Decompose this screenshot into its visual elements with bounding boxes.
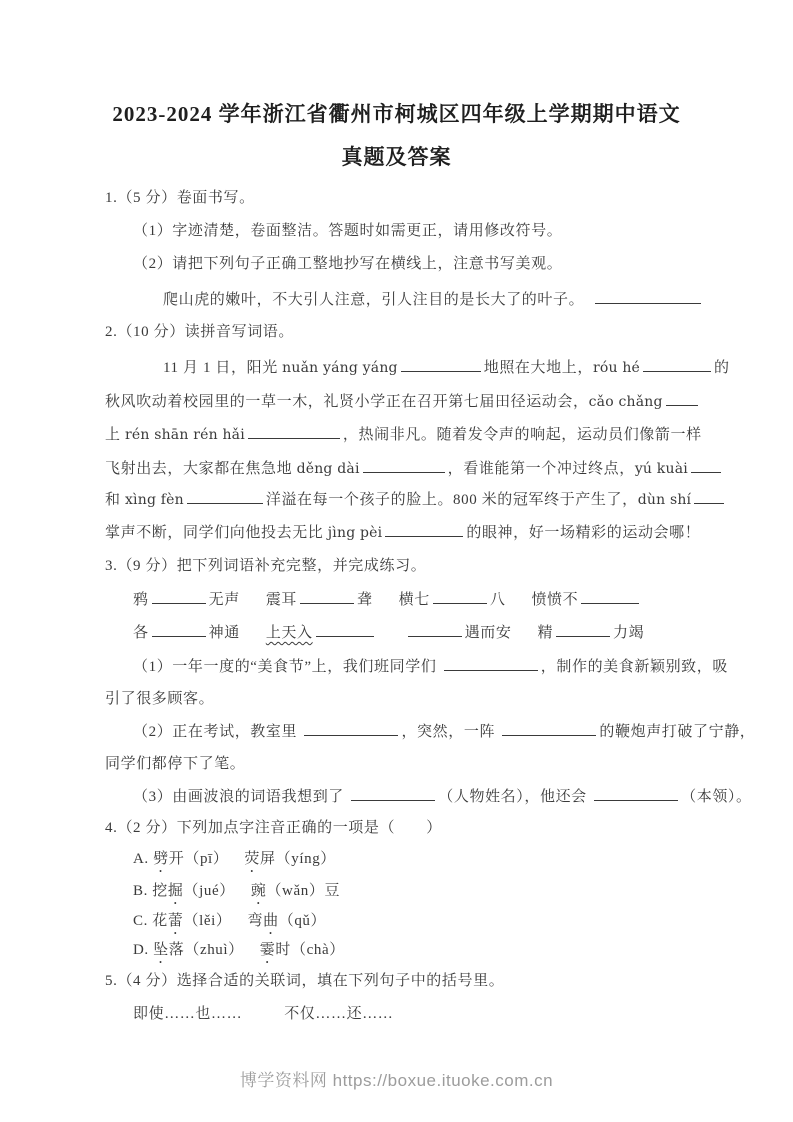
text-run: 爬山虎的嫩叶，不大引人注意，引人注目的是长大了的叶子。 [163,292,585,308]
text-run: 遇而安 [464,625,512,641]
answer-blank-line [595,289,701,304]
text-run: 11 月 1 日，阳光 [163,360,283,376]
spacer [505,603,531,604]
q3-idiom-row1 [133,589,642,610]
answer-blank-line [694,489,724,504]
text-run: 落（zhuì） [168,942,244,958]
text-run: C. 花 [133,913,168,929]
answer-blank-line [152,589,206,604]
pinyin-text: róu hé [592,360,641,376]
text-run: 鸦 [133,592,149,608]
text-run: 八 [489,592,506,608]
text-run: 即使……也…… [133,1006,243,1022]
q4-option-d [133,940,345,967]
pinyin-text: jìng pèi [327,525,383,541]
text-run: 和 [105,492,125,508]
q5-conjunction-options [133,1004,393,1024]
text-run: 飞射出去，大家都在焦急地 [105,461,297,477]
text-run: 时（chà） [275,942,345,958]
q3-idiom-row2 [133,622,644,643]
text-run: A. [133,851,154,867]
text-run: 屏（yíng） [260,851,336,867]
q3-header [105,556,426,576]
q2-para-line5 [105,489,727,510]
q2-para-line6 [105,522,700,543]
text-run: （wǎn）豆 [266,883,341,899]
spacer [235,894,251,895]
text-run: 愤愤不 [531,592,579,608]
answer-blank-line [691,458,721,473]
text-run: （本领）。 [681,789,752,805]
text-run: （2）请把下列句子正确工整地抄写在横线上，注意书写美观。 [133,256,563,272]
q2-para-line1 [163,357,730,378]
q4-option-c [133,911,326,938]
dotted-emphasis-char: 坠 [153,942,169,958]
text-run: 地照在大地上， [483,360,593,376]
q3-sub1-line2 [105,689,214,709]
text-run: （1）一年一度的“美食节”上，我们班同学们 [133,659,441,675]
page-title-line2: 真题及答案 [341,145,452,169]
text-run: （jué） [183,883,235,899]
text-run: 震耳 [265,592,298,608]
q3-sub3 [133,786,752,807]
text-run: （lěi） [183,913,232,929]
answer-blank-line [666,391,698,406]
answer-blank-line [152,622,206,637]
dotted-emphasis-char: 掘 [167,883,184,899]
text-run: 横七 [398,592,430,608]
spacer [240,636,266,637]
q2-header [105,322,294,342]
answer-blank-line [581,589,639,604]
text-run: 4.（2 分）下列加点字注音正确的一项是（ ） [105,820,442,836]
spacer [377,636,405,637]
answer-blank-line [316,622,374,637]
text-run: 聋 [357,592,373,608]
text-run: 引了很多顾客。 [105,691,215,707]
wavy-underlined-word: 上天入 [265,625,313,641]
q2-para-line4 [105,458,724,479]
text-run: （人物姓名），他还会 [438,789,592,805]
text-run: B. 挖 [133,883,168,899]
text-run: （3）由画波浪的词语我想到了 [133,789,349,805]
q3-sub2-line1 [133,721,755,742]
pinyin-text: xìng fèn [124,492,184,508]
spacer [584,303,592,304]
text-run: 3.（9 分）把下列词语补充完整，并完成练习。 [105,558,427,574]
text-run: 同学们都停下了笔。 [105,756,246,772]
text-run: （qǔ） [278,913,327,929]
text-run: ，突然，一阵 [401,724,500,740]
q3-sub2-line2 [105,754,245,774]
answer-blank-line [594,786,678,801]
text-run: 的鞭炮声打破了宁静， [599,724,756,740]
q5-header [105,971,504,991]
q4-option-a [133,849,336,876]
answer-blank-line [401,357,481,372]
q2-para-line3 [105,424,702,445]
dotted-emphasis-char: 劈 [153,851,169,867]
spacer [240,603,266,604]
answer-blank-line [351,786,435,801]
dotted-emphasis-char: 荧 [244,851,261,867]
pinyin-text: rén shān rén hǎi [124,427,245,443]
text-run: 各 [133,625,149,641]
text-run: （1）字迹清楚，卷面整洁。答题时如需更正，请用修改符号。 [133,223,563,239]
q4-option-b [133,881,340,908]
q1-sub2 [133,254,562,274]
answer-blank-line [556,622,610,637]
dotted-emphasis-char: 蕾 [167,913,184,929]
text-run: 洋溢在每一个孩子的脸上。800 米的冠军终于产生了， [265,492,638,508]
q1-copy-sentence [163,289,704,310]
footer-watermark: 博学资料网 https://boxue.ituoke.com.cn [239,1071,554,1090]
text-run: ，热闹非凡。随着发令声的响起，运动员们像箭一样 [342,427,702,443]
pinyin-text: yú kuài [634,461,688,477]
spacer [511,636,537,637]
pinyin-text: cǎo chǎng [588,394,663,410]
text-run: 掌声不断，同学们向他投去无比 [105,525,328,541]
q1-sub1 [133,221,562,241]
q2-para-line2 [105,391,701,412]
answer-blank-line [444,656,538,671]
text-run: 的 [714,360,730,376]
text-run: 2.（10 分）读拼音写词语。 [105,324,295,340]
answer-blank-line [433,589,487,604]
spacer [232,924,248,925]
answer-blank-line [248,424,340,439]
text-run: 秋风吹动着校园里的一草一木，礼贤小学正在召开第七届田径运动会， [105,394,589,410]
text-run: 不仅……还…… [284,1006,394,1022]
dotted-emphasis-char: 霎 [259,942,276,958]
text-run: 精 [537,625,554,641]
text-run: 开（pī） [168,851,229,867]
text-run: D. [133,942,154,958]
page-title-line1: 2023-2024 学年浙江省衢州市柯城区四年级上学期期中语文 [112,102,681,126]
text-run: 5.（4 分）选择合适的关联词，填在下列句子中的括号里。 [105,973,505,989]
answer-blank-line [187,489,263,504]
pinyin-text: děng dài [296,461,360,477]
q4-header [105,818,442,838]
text-run: 无声 [208,592,240,608]
answer-blank-line [385,522,463,537]
dotted-emphasis-char: 豌 [250,883,267,899]
answer-blank-line [408,622,462,637]
text-run: ，制作的美食新颖别致，吸 [540,659,728,675]
answer-blank-line [363,458,445,473]
spacer [228,862,244,863]
pinyin-text: dùn shí [637,492,692,508]
answer-blank-line [304,721,398,736]
q1-header [105,188,255,208]
text-run: （2）正在考试，教室里 [133,724,302,740]
text-run: 上 [105,427,125,443]
text-run: ，看谁能第一个冲过终点， [447,461,635,477]
answer-blank-line [502,721,596,736]
text-run: 神通 [208,625,240,641]
spacer [242,1017,284,1018]
answer-blank-line [643,357,711,372]
text-run: 的眼神，好一场精彩的运动会哪！ [466,525,701,541]
q3-sub1-line1 [133,656,728,677]
text-run: 力竭 [613,625,645,641]
pinyin-text: nuǎn yáng yáng [282,360,398,376]
dotted-emphasis-char: 曲 [263,913,279,929]
spacer [373,603,399,604]
spacer [244,953,260,954]
text-run: 1.（5 分）卷面书写。 [105,190,255,206]
text-run: 弯 [247,913,264,929]
answer-blank-line [300,589,354,604]
